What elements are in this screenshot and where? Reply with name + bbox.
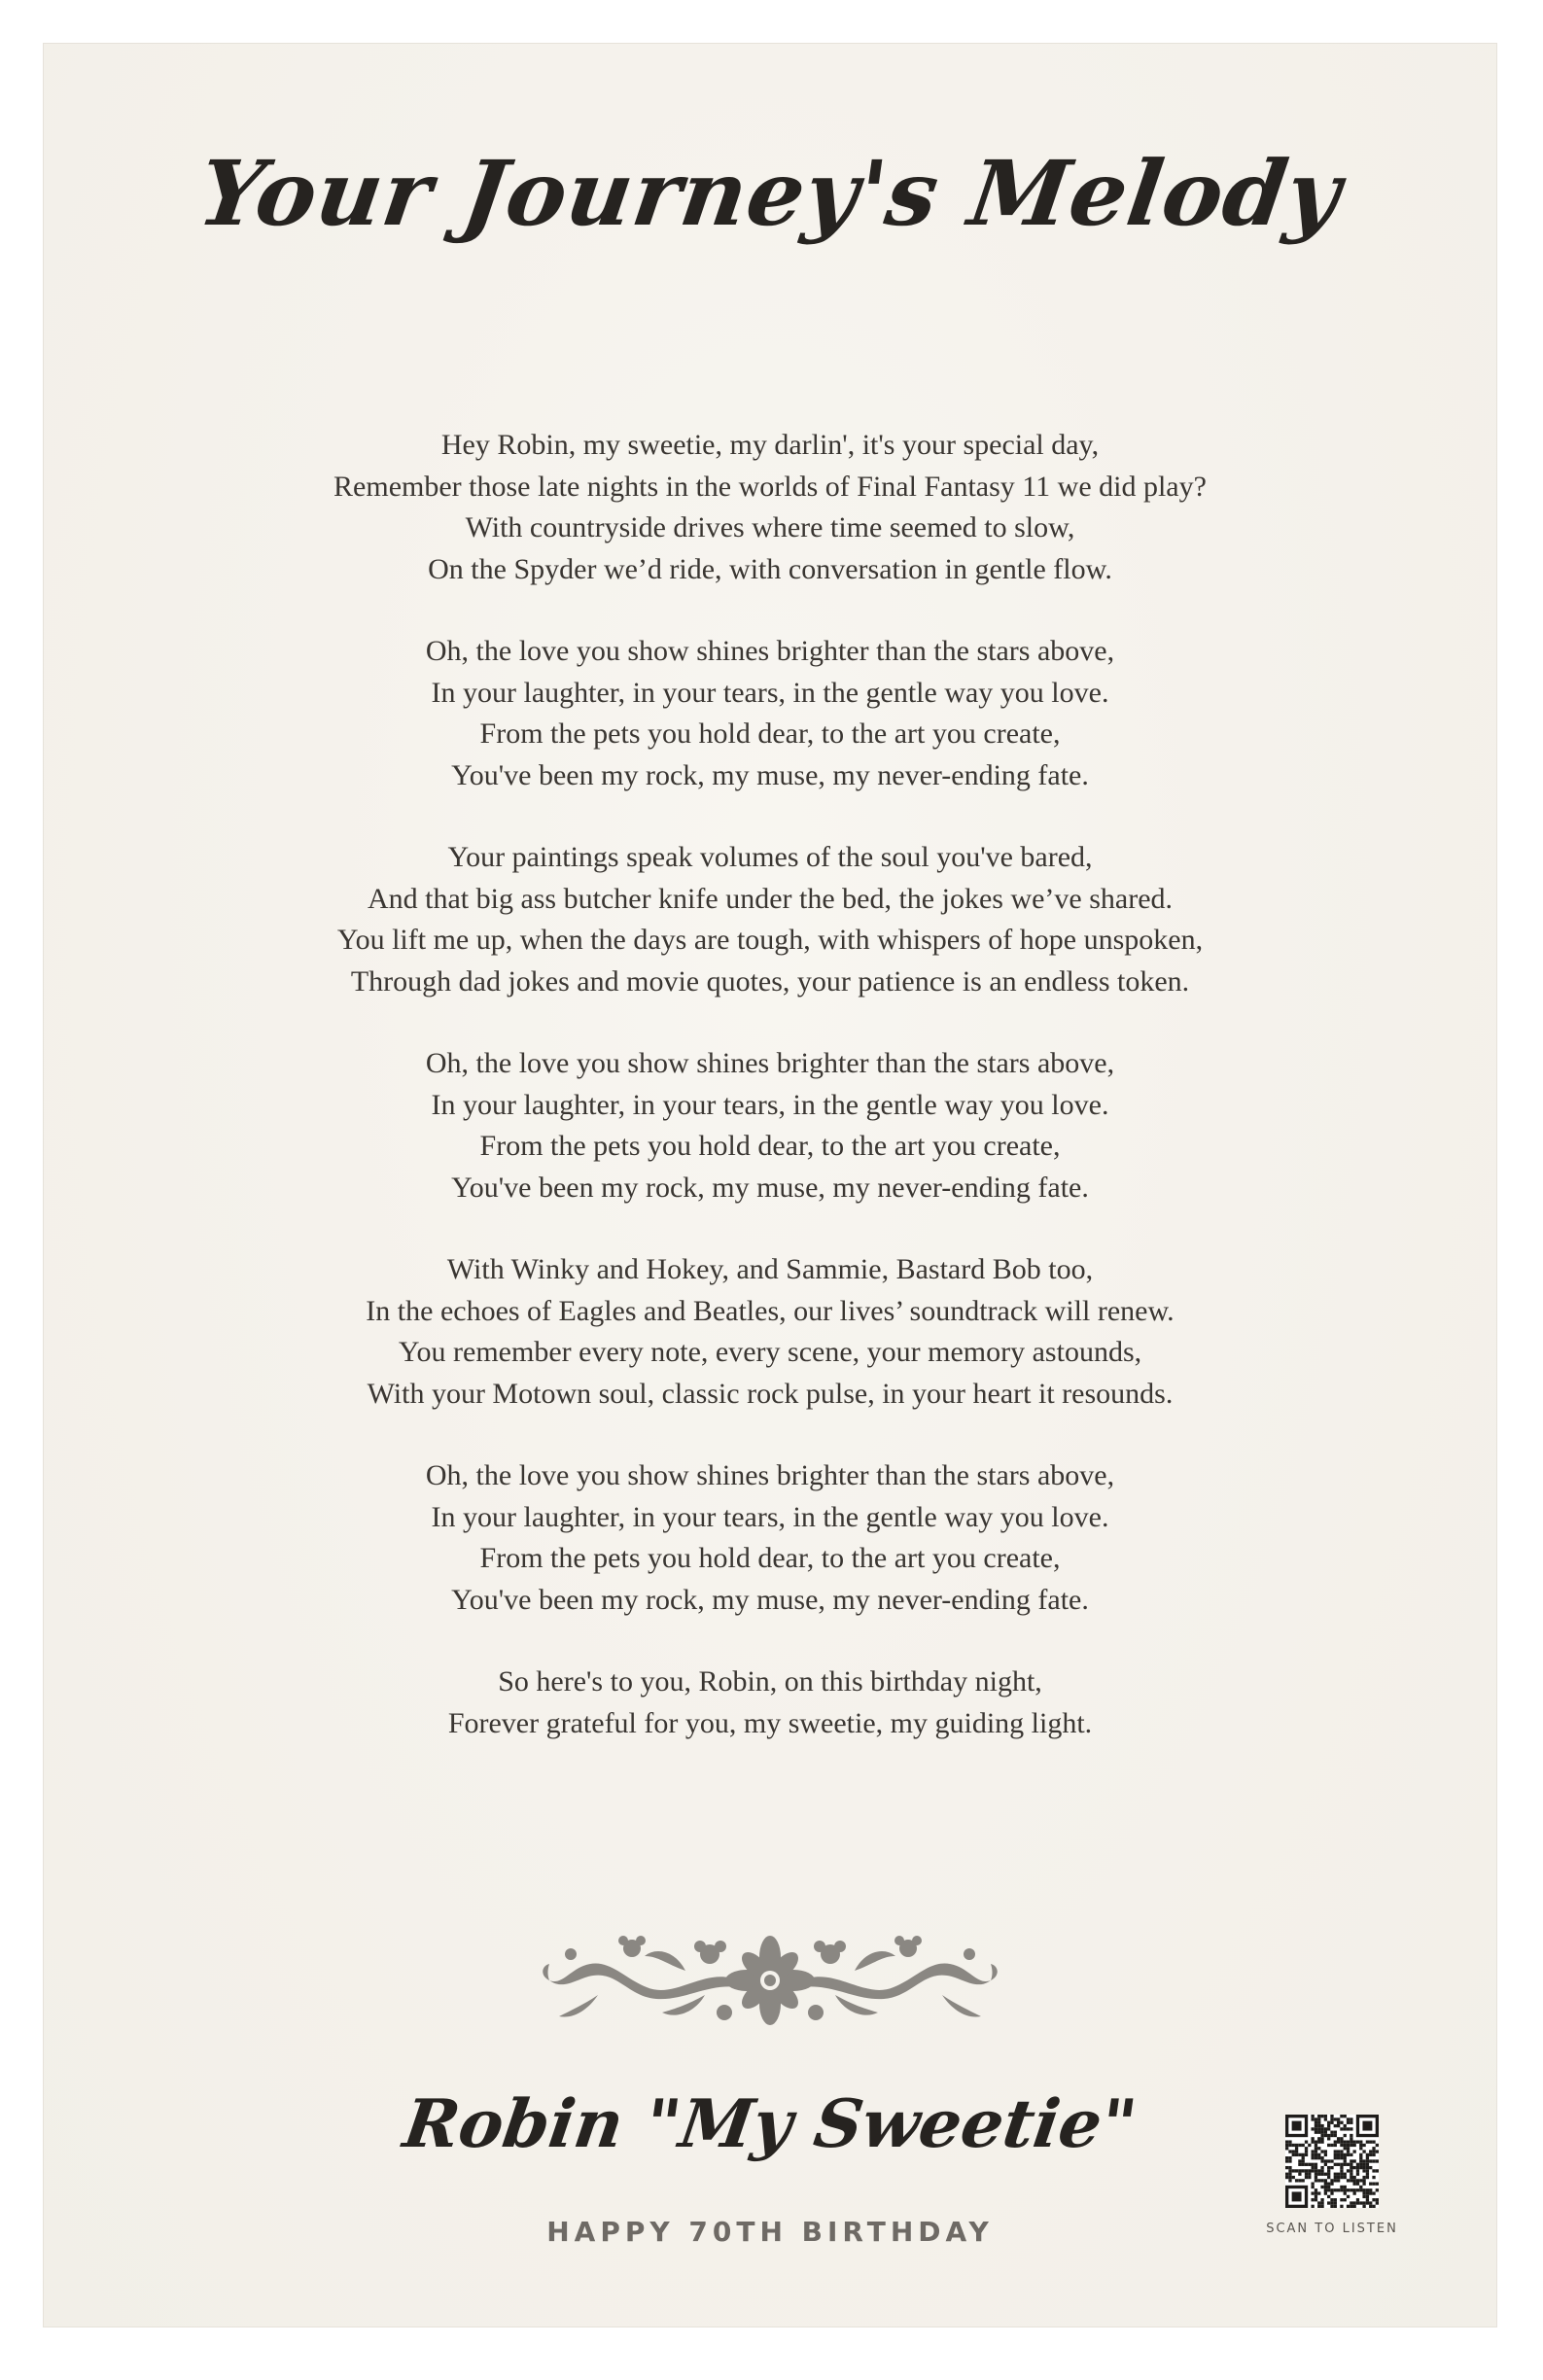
lyric-line: Hey Robin, my sweetie, my darlin', it's your special day,: [440, 429, 1100, 461]
lyric-line: In the echoes of Eagles and Beatles, our lives’ soundtrack will renew.: [366, 1294, 1175, 1327]
lyric-line: Remember those late nights in the worlds of Final Fantasy 11 we did play?: [333, 470, 1207, 503]
verse: [44, 1662, 1496, 1744]
verse: [44, 1455, 1496, 1621]
lyric-line: You remember every note, every scene, your memory astounds,: [398, 1336, 1142, 1368]
verse: [44, 631, 1496, 796]
lyric-line: With Winky and Hokey, and Sammie, Bastard Bob too,: [446, 1253, 1094, 1285]
qr-label: SCAN TO LISTEN: [1266, 2222, 1398, 2236]
lyrics: [44, 425, 1496, 1785]
lyric-line: Forever grateful for you, my sweetie, my guiding light.: [447, 1706, 1093, 1739]
lyric-line: Oh, the love you show shines brighter than the stars above,: [425, 1047, 1115, 1079]
lyric-line: On the Spyder we’d ride, with conversation in gentle flow.: [428, 552, 1112, 585]
verse: [44, 1249, 1496, 1415]
verse: [44, 425, 1496, 590]
lyric-line: Your paintings speak volumes of the soul you've bared,: [447, 841, 1093, 873]
verse: [44, 1043, 1496, 1208]
lyric-line: In your laughter, in your tears, in the gentle way you love.: [431, 1500, 1109, 1533]
poster: [43, 43, 1497, 2328]
lyric-line: You've been my rock, my muse, my never-ending fate.: [451, 1583, 1089, 1616]
recipient-name: Robin "My Sweetie": [399, 2085, 1141, 2163]
lyric-line: You've been my rock, my muse, my never-ending fate.: [451, 758, 1089, 791]
birthday-subtitle: HAPPY 70TH BIRTHDAY: [546, 2216, 994, 2248]
lyric-line: From the pets you hold dear, to the art you create,: [479, 718, 1061, 750]
lyric-line: So here's to you, Robin, on this birthday night,: [498, 1665, 1042, 1698]
lyric-line: In your laughter, in your tears, in the gentle way you love.: [431, 1088, 1109, 1121]
lyric-line: With countryside drives where time seemed to slow,: [465, 511, 1075, 543]
lyric-line: From the pets you hold dear, to the art you create,: [479, 1130, 1061, 1162]
verse: [44, 837, 1496, 1002]
lyric-line: Oh, the love you show shines brighter than the stars above,: [425, 635, 1115, 667]
lyric-line: In your laughter, in your tears, in the gentle way you love.: [431, 676, 1109, 709]
lyric-line: You've been my rock, my muse, my never-ending fate.: [451, 1171, 1089, 1204]
lyric-line: With your Motown soul, classic rock pulse, in your heart it resounds.: [367, 1377, 1174, 1410]
qr-block[interactable]: [1259, 2115, 1405, 2236]
lyric-line: From the pets you hold dear, to the art you create,: [479, 1542, 1061, 1574]
poster-title: Your Journey's Melody: [192, 141, 1349, 246]
qr-code-icon[interactable]: [1285, 2115, 1379, 2208]
lyric-line: And that big ass butcher knife under the bed, the jokes we’ve shared.: [367, 882, 1174, 915]
lyric-line: You lift me up, when the days are tough, with whispers of hope unspoken,: [336, 924, 1204, 956]
lyric-line: Oh, the love you show shines brighter than the stars above,: [425, 1459, 1115, 1491]
lyric-line: Through dad jokes and movie quotes, your patience is an endless token.: [350, 964, 1190, 998]
floral-ornament-icon: [540, 1927, 1000, 2034]
